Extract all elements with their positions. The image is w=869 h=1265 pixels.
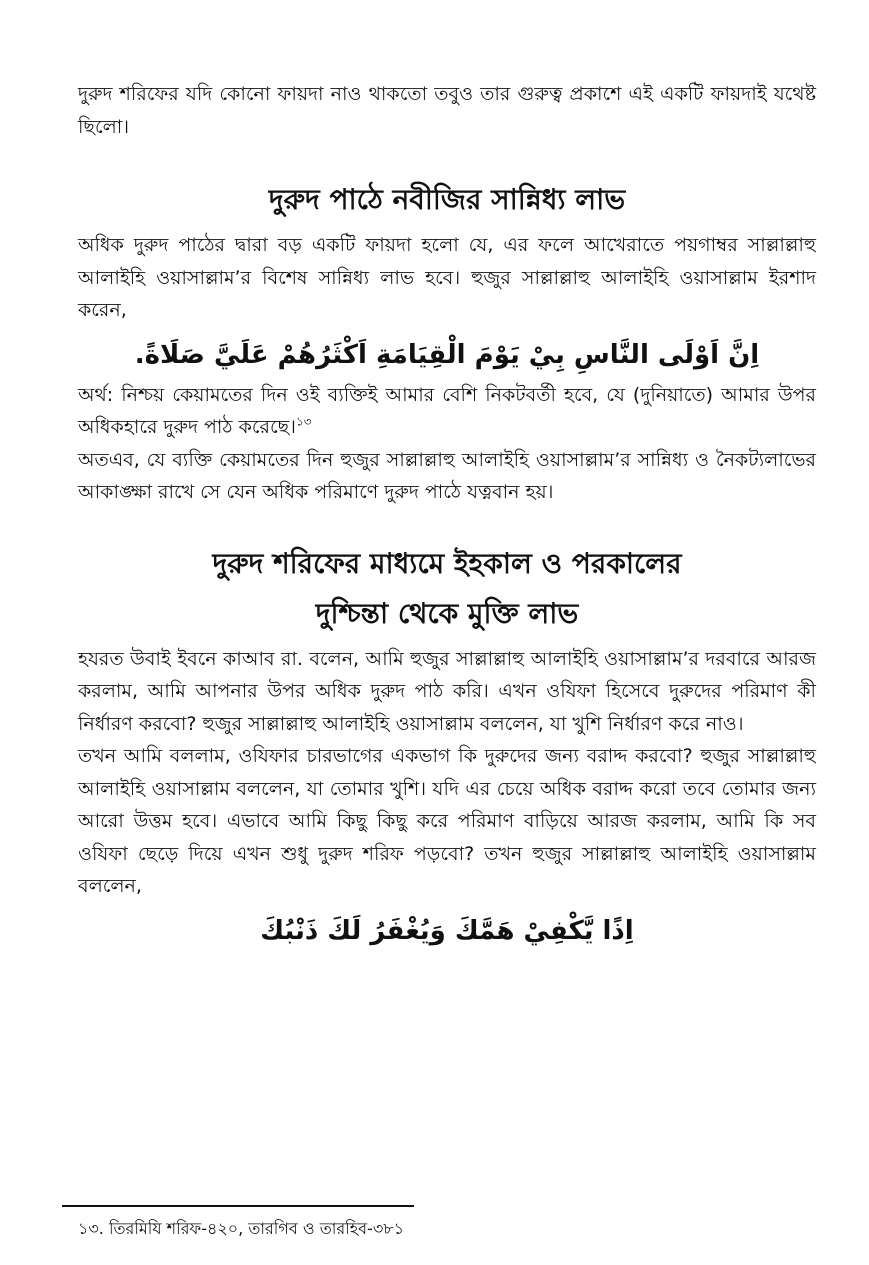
- footnote-reference: ১৩: [295, 414, 312, 429]
- meaning-text: অর্থ: নিশ্চয় কেয়ামতের দিন ওই ব্যক্তিই আমার বেশি নিকটবর্তী হবে, যে (দুনিয়াতে) আমার উপর অধিকহারে দুরুদ পাঠ করেছে।: [78, 383, 816, 438]
- section-heading-relief-line1: দুরুদ শরিফের মাধ্যমে ইহকাল ও পরকালের: [212, 546, 682, 580]
- section-heading-relief-line2: দুশ্চিন্তা থেকে মুক্তি লাভ: [315, 596, 579, 630]
- section-heading-closeness: দুরুদ পাঠে নবীজির সান্নিধ্য লাভ: [268, 183, 626, 216]
- closeness-paragraph: অধিক দুরুদ পাঠের দ্বারা বড় একটি ফায়দা হলো যে, এর ফলে আখেরাতে পয়গাম্বর সাল্লাল্লাহু আলাইহি ওয়াসাল্লাম’র বিশেষ সান্নিধ্য লাভ হবে। হুজুর সাল্লাল্লাহু আলাইহি ওয়াসাল্লাম ইরশাদ করেন,: [78, 234, 816, 321]
- narration-paragraph-2: তখন আমি বললাম, ওযিফার চারভাগের একভাগ কি দুরুদের জন্য বরাদ্দ করবো? হুজুর সাল্লাল্লাহু আলাইহি ওয়াসাল্লাম বললেন, যা তোমার খুশি। যদি এর চেয়ে অধিক বরাদ্দ করো তবে তোমার জন্য আরো উত্তম হবে। এভাবে আমি কিছু কিছু করে পরিমাণ বাড়িয়ে আরজ করলাম, আমি কি সব ওযিফা ছেড়ে দিয়ে এখন শুধু দুরুদ শরিফ পড়বো? তখন হুজুর সাল্লাল্লাহু আলাইহি ওয়াসাল্লাম বললেন,: [78, 745, 816, 897]
- arabic-hadith-quote: اِنَّ اَوْلَى النَّاسِ بِيْ يَوْمَ الْقِيَامَةِ اَكْثَرُهُمْ عَلَيَّ صَلَاةً.: [134, 339, 760, 370]
- narration-paragraph-1: হযরত উবাই ইবনে কাআব রা. বলেন, আমি হুজুর সাল্লাল্লাহু আলাইহি ওয়াসাল্লাম’র দরবারে আরজ করলাম, আমি আপনার উপর অধিক দুরুদ পাঠ করি। এখন ওযিফা হিসেবে দুরুদের পরিমাণ কী নির্ধারণ করবো? হুজুর সাল্লাল্লাহু আলাইহি ওয়াসাল্লাম বললেন, যা খুশি নির্ধারণ করে নাও।: [78, 647, 816, 735]
- page-content: [78, 78, 816, 955]
- conclusion-paragraph: অতএব, যে ব্যক্তি কেয়ামতের দিন হুজুর সাল্লাল্লাহু আলাইহি ওয়াসাল্লাম’র সান্নিধ্য ও নৈকট্যলাভের আকাঙ্ক্ষা রাখে সে যেন অধিক পরিমাণে দুরুদ পাঠে যত্নবান হয়।: [78, 448, 816, 503]
- section-heading-relief: [78, 539, 816, 639]
- footnote-text: ১৩. তিরমিযি শরিফ-৪২০, তারগিব ও তারহিব-৩৮১: [78, 1219, 404, 1238]
- footnote-divider: [62, 1205, 414, 1207]
- arabic-hadith-response: اِذًا يَّكْفِيْ هَمَّكَ وَيُغْفَرُ لَكَ ذَنْبُكَ: [260, 915, 634, 946]
- intro-paragraph: দুরুদ শরিফের যদি কোনো ফায়দা নাও থাকতো তবুও তার গুরুত্ব প্রকাশে এই একটি ফায়দাই যথেষ্ট ছিলো।: [78, 83, 816, 138]
- meaning-paragraph: [78, 379, 816, 444]
